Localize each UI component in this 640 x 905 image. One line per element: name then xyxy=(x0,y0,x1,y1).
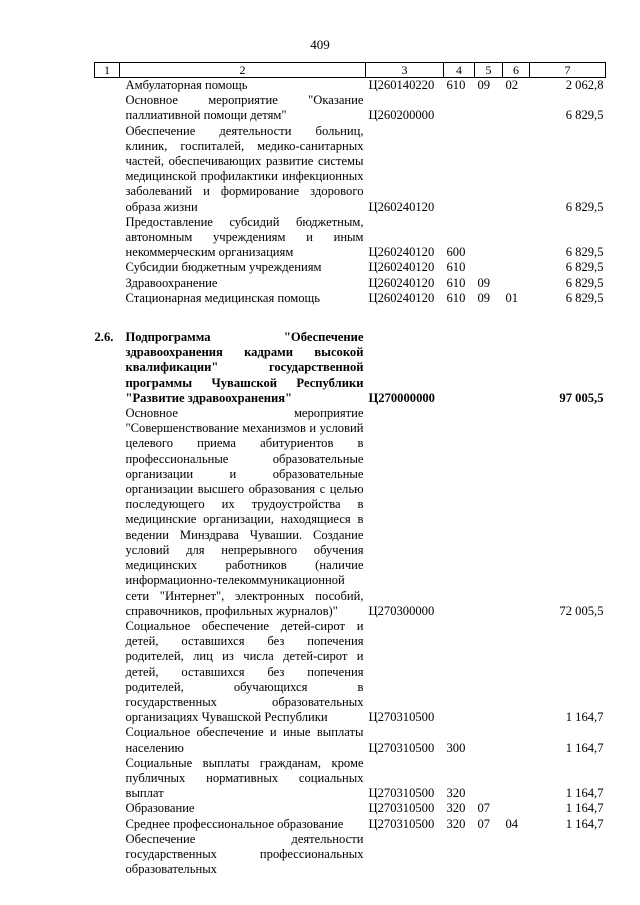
row-code: Ц270310500 xyxy=(368,786,435,801)
row-col6 xyxy=(503,276,530,291)
row-col5 xyxy=(475,725,503,755)
table-row xyxy=(95,801,606,816)
row-amount: 1 164,7 xyxy=(565,740,604,755)
row-number xyxy=(95,215,120,261)
section-gap xyxy=(95,306,606,330)
table-row xyxy=(95,330,606,406)
table-header xyxy=(95,63,606,78)
row-col5 xyxy=(475,832,503,878)
table-row xyxy=(95,756,606,802)
table-body xyxy=(95,78,606,878)
row-code xyxy=(366,832,444,878)
row-code: Ц270310500 xyxy=(368,801,435,816)
row-name: Социальные выплаты гражданам, кроме публичных нормативных социальных выплат xyxy=(125,755,364,801)
row-amount: 6 829,5 xyxy=(565,108,604,123)
header-cell-6: 6 xyxy=(503,63,530,78)
row-col4: 610 xyxy=(446,78,466,92)
row-number xyxy=(95,93,120,123)
row-code: Ц270310500 xyxy=(368,740,435,755)
row-code: Ц270310500 xyxy=(368,710,435,725)
row-number xyxy=(95,725,120,755)
table-row xyxy=(95,817,606,832)
row-number xyxy=(95,756,120,802)
table-row xyxy=(95,124,606,215)
row-col4: 320 xyxy=(446,801,466,816)
row-col4 xyxy=(444,330,475,406)
row-col6 xyxy=(503,801,530,816)
table-row xyxy=(95,725,606,755)
row-col4 xyxy=(444,406,475,619)
row-col5 xyxy=(475,330,503,406)
row-name: Амбулаторная помощь xyxy=(125,78,248,92)
row-name: Подпрограмма "Обеспечение здравоохранения кадрами высокой квалификации" государственной программы Чувашской Республики "Развитие здравоохранения" xyxy=(125,330,364,405)
row-col6 xyxy=(503,619,530,725)
header-cell-5: 5 xyxy=(475,63,503,78)
table-row xyxy=(95,215,606,261)
table-row xyxy=(95,276,606,291)
section-gap-cell xyxy=(95,306,606,330)
row-name: Здравоохранение xyxy=(125,275,218,290)
row-col6 xyxy=(503,330,530,406)
row-name: Основное мероприятие "Совершенствование механизмов и условий целевого приема абитуриентов в профессиональные образовательные организации и образовательные организации высшего образования с целью последующего их трудоустройства в медицинские организации, находящиеся в ведении Минздрава Чувашии. Создание условий для непрерывного обучения медицинских работников (наличие информационно-телекоммуникационной сети "Интернет", электронных пособий, справочников, профильных журналов)" xyxy=(125,406,364,618)
row-amount: 6 829,5 xyxy=(565,245,604,260)
row-code: Ц260240120 xyxy=(368,290,435,305)
row-col5 xyxy=(475,406,503,619)
table-row xyxy=(95,291,606,306)
row-col6 xyxy=(503,124,530,215)
row-col6: 04 xyxy=(505,816,519,831)
row-amount: 6 829,5 xyxy=(565,260,604,275)
header-cell-1: 1 xyxy=(95,63,120,78)
row-amount: 1 164,7 xyxy=(565,801,604,816)
row-name: Образование xyxy=(125,801,195,816)
row-amount: 1 164,7 xyxy=(565,786,604,801)
row-number xyxy=(95,124,120,215)
row-col5 xyxy=(475,124,503,215)
row-amount: 6 829,5 xyxy=(565,290,604,305)
row-code: Ц270300000 xyxy=(368,603,435,618)
row-name: Обеспечение деятельности больниц, клиник, госпиталей, медико-санитарных частей, обеспечивающих развитие системы медицинской профилактики инфекционных заболеваний и формирование здорового образа жизни xyxy=(125,123,364,214)
row-col4 xyxy=(444,93,475,123)
row-amount: 6 829,5 xyxy=(565,199,604,214)
row-name: Стационарная медицинская помощь xyxy=(125,290,320,305)
row-amount: 1 164,7 xyxy=(565,816,604,831)
row-col6 xyxy=(503,260,530,275)
row-col5: 09 xyxy=(477,78,491,92)
table-row xyxy=(95,619,606,725)
table-row xyxy=(95,832,606,878)
row-code: Ц260240120 xyxy=(368,275,435,290)
row-number xyxy=(95,801,120,816)
row-name: Социальное обеспечение и иные выплаты населению xyxy=(125,725,364,755)
table-row xyxy=(95,93,606,123)
row-code: Ц270000000 xyxy=(368,390,435,405)
table-row xyxy=(95,260,606,275)
row-col5 xyxy=(475,756,503,802)
table-row xyxy=(95,78,606,94)
row-number xyxy=(95,832,120,878)
row-col6 xyxy=(503,215,530,261)
row-col5: 07 xyxy=(477,801,491,816)
row-col5 xyxy=(475,619,503,725)
row-code: Ц260140220 xyxy=(368,78,435,92)
row-col6 xyxy=(503,756,530,802)
row-col5 xyxy=(475,93,503,123)
row-number xyxy=(95,817,120,832)
row-code: Ц260240120 xyxy=(368,199,435,214)
header-cell-3: 3 xyxy=(366,63,444,78)
row-amount: 97 005,5 xyxy=(559,390,604,405)
row-col6 xyxy=(503,725,530,755)
row-col5: 07 xyxy=(477,816,491,831)
row-amount xyxy=(530,832,606,878)
row-col6 xyxy=(503,832,530,878)
row-col5: 09 xyxy=(477,275,491,290)
row-code: Ц260200000 xyxy=(368,108,435,123)
row-number xyxy=(95,260,120,275)
row-col5 xyxy=(475,260,503,275)
header-cell-4: 4 xyxy=(444,63,475,78)
budget-table xyxy=(94,62,606,877)
row-code: Ц260240120 xyxy=(368,260,435,275)
row-amount: 6 829,5 xyxy=(565,275,604,290)
row-col4: 320 xyxy=(446,786,466,801)
row-amount: 72 005,5 xyxy=(559,603,604,618)
row-name: Среднее профессиональное образование xyxy=(125,816,344,831)
row-number xyxy=(95,291,120,306)
row-col4 xyxy=(444,124,475,215)
row-number xyxy=(95,276,120,291)
row-number xyxy=(95,619,120,725)
row-col4 xyxy=(444,619,475,725)
row-col6: 01 xyxy=(505,290,519,305)
row-name: Социальное обеспечение детей-сирот и детей, оставшихся без попечения родителей, лиц из числа детей-сирот и детей, оставшихся без попечения родителей, обучающихся в государственных образовательных организациях Чувашской Республики xyxy=(125,618,364,725)
row-amount: 2 062,8 xyxy=(565,78,604,92)
page-number: 409 xyxy=(310,37,330,52)
row-col4: 610 xyxy=(446,290,466,305)
row-number xyxy=(95,78,120,94)
row-col5: 09 xyxy=(477,290,491,305)
row-number xyxy=(95,406,120,619)
row-amount: 1 164,7 xyxy=(565,710,604,725)
row-col5 xyxy=(475,215,503,261)
row-number: 2.6. xyxy=(94,330,114,345)
row-col4: 610 xyxy=(446,260,466,275)
header-cell-7: 7 xyxy=(530,63,606,78)
row-col4: 300 xyxy=(446,740,466,755)
row-col4: 600 xyxy=(446,245,466,260)
row-code: Ц260240120 xyxy=(368,245,435,260)
row-col6: 02 xyxy=(505,78,519,92)
row-col4: 320 xyxy=(446,816,466,831)
row-col6 xyxy=(503,406,530,619)
row-col6 xyxy=(503,93,530,123)
row-col4: 610 xyxy=(446,275,466,290)
header-cell-2: 2 xyxy=(120,63,366,78)
row-name: Субсидии бюджетным учреждениям xyxy=(125,260,322,275)
row-code: Ц270310500 xyxy=(368,816,435,831)
row-name: Основное мероприятие "Оказание паллиативной помощи детям" xyxy=(125,93,364,123)
table-row xyxy=(95,406,606,619)
row-name: Обеспечение деятельности государственных профессиональных образовательных xyxy=(125,831,364,877)
row-col4 xyxy=(444,832,475,878)
row-name: Предоставление субсидий бюджетным, автономным учреждениям и иным некоммерческим организациям xyxy=(125,214,364,260)
